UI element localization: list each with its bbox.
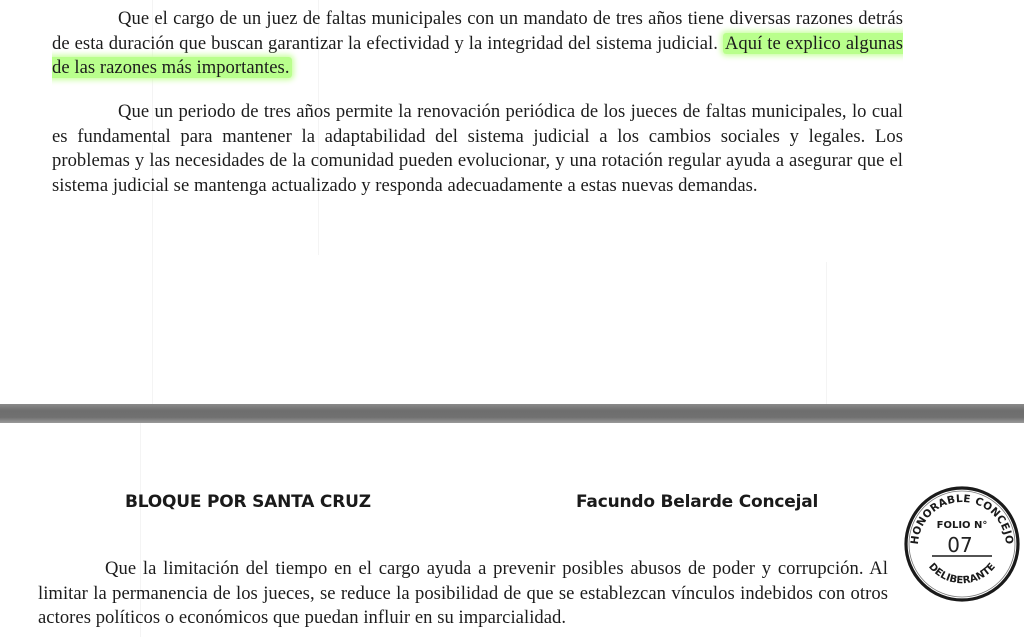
header-concejal-name: Facundo Belarde Concejal	[576, 492, 819, 512]
scan-artifact-line	[826, 262, 827, 404]
stamp-top-text: HONORABLE CONCEJO	[908, 492, 1016, 546]
paragraph-abuse-prevention: Que la limitación del tiempo en el cargo ayuda a prevenir posibles abusos de poder y corrupción. Al limitar la permanencia de los jueces, se reduce la posibilidad de que se establezcan vínculos indebidos con otros actores políticos o económicos que puedan influir en su imparcialidad.	[38, 558, 888, 628]
paragraph-duration-reasons	[52, 7, 903, 81]
stamp-bottom-text: DELIBERANTE	[926, 561, 998, 587]
folio-stamp	[902, 484, 1022, 604]
paragraph-periodic-renewal: Que un periodo de tres años permite la renovación periódica de los jueces de faltas municipales, lo cual es fundamental para mantener la adaptabilidad del sistema judicial a los cambios sociales y legales. Los problemas y las necesidades de la comunidad pueden evolucionar, y una rotación regular ayuda a asegurar que el sistema judicial se mantenga actualizado y responda adecuadamente a estas nuevas demandas.	[52, 101, 903, 196]
stamp-folio-number: 07	[947, 533, 973, 557]
header-bloque-name: BLOQUE POR SANTA CRUZ	[125, 492, 371, 512]
highlighted-sentence: Aquí te explico algunas de las razones más importantes.	[52, 32, 903, 78]
paragraph-intro-text: Que el cargo de un juez de faltas municipales con un mandato de tres años tiene diversas razones detrás de esta duración que buscan garantizar la efectividad y la integridad del sistema judicial.	[52, 8, 903, 54]
stamp-folio-label: FOLIO N°	[936, 520, 988, 531]
page-separator	[0, 404, 1024, 423]
